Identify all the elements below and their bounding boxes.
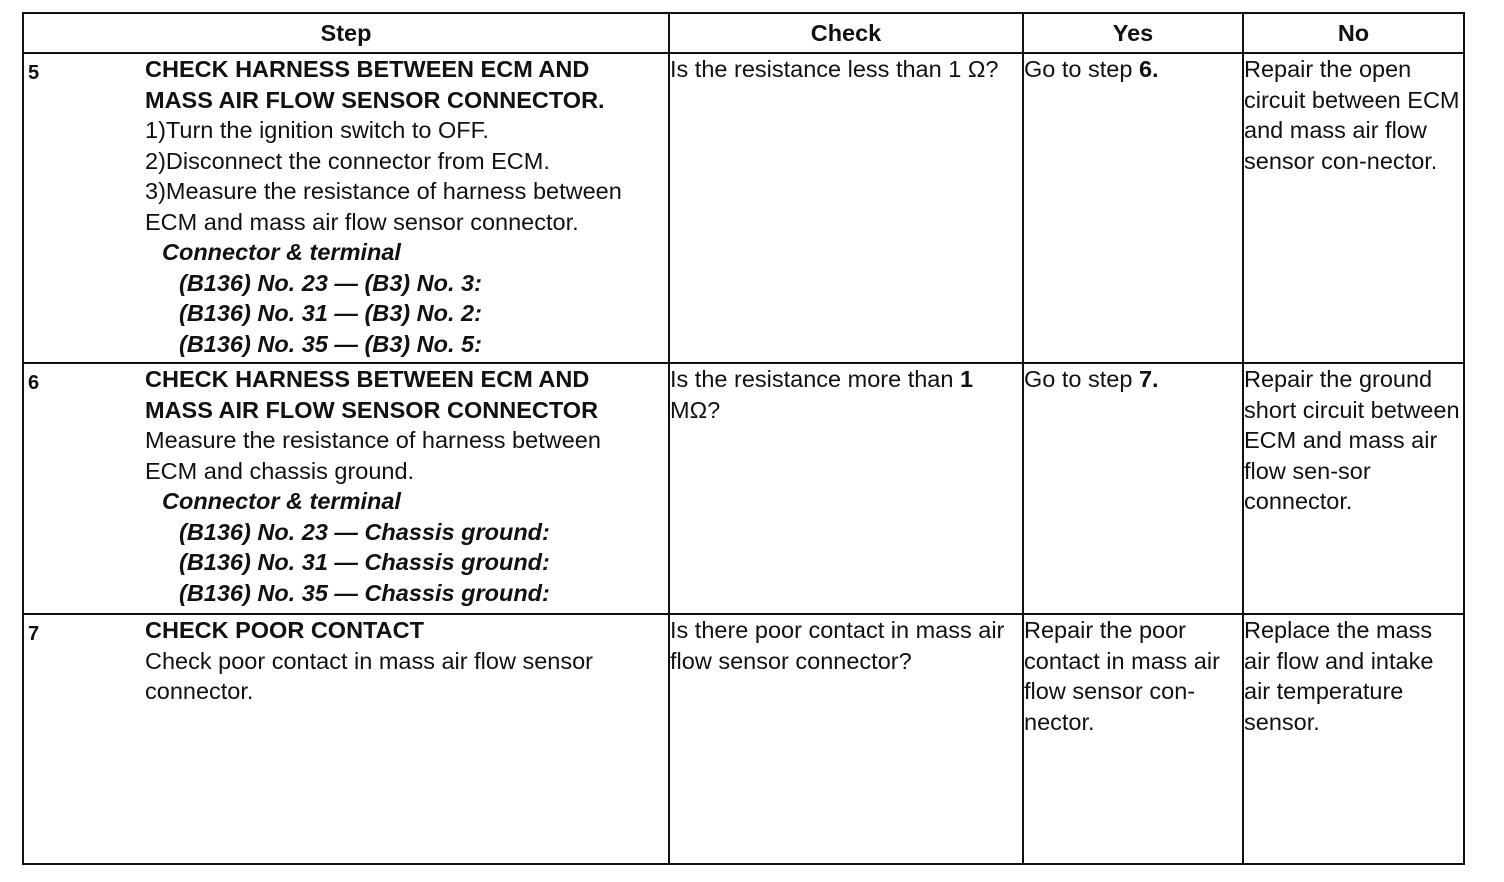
table-row [23,53,1464,363]
step-title-line: CHECK POOR CONTACT [145,617,424,643]
step-title-line: MASS AIR FLOW SENSOR CONNECTOR. [145,86,605,113]
connector-item: (B136) No. 23 — (B3) No. 3: [179,269,482,296]
step-cell [23,614,669,864]
table-row [23,614,1464,864]
connector-item: (B136) No. 23 — Chassis ground: [179,518,550,545]
step-instruction: Measure the resistance of harness between [145,427,601,453]
table-row [23,363,1464,614]
step-title-line: CHECK HARNESS BETWEEN ECM AND [145,366,590,392]
step-body [145,615,668,707]
connector-item: (B136) No. 31 — (B3) No. 2: [179,300,482,326]
step-instruction: 2)Disconnect the connector from ECM. [145,147,550,174]
step-number: 7 [28,623,40,645]
step-instruction: Check poor contact in mass air flow sensor [145,647,593,674]
connector-item: (B136) No. 35 — (B3) No. 5: [179,330,482,357]
step-title-line: MASS AIR FLOW SENSOR CONNECTOR [145,396,599,423]
yes-text: Go to step [1024,366,1139,392]
header-step: Step [23,13,669,53]
check-text: Is the resistance more than [670,366,960,392]
step-instruction: ECM and mass air flow sensor connector. [145,208,579,235]
yes-step-ref: 6 [1138,56,1153,82]
yes-step-ref: 7 [1138,366,1153,392]
no-cell: Repair the ground short circuit between ECM and mass air flow sen-sor connector. [1243,363,1464,614]
check-cell: Is there poor contact in mass air flow sensor connector? [669,614,1023,864]
step-cell [23,363,669,614]
yes-cell: Repair the poor contact in mass air flow sensor con-nector. [1023,614,1243,864]
header-no: No [1243,13,1464,53]
step-body [145,364,668,608]
step-instruction: 1)Turn the ignition switch to OFF. [145,117,489,143]
connector-heading: Connector & terminal [162,488,401,514]
no-cell: Replace the mass air flow and intake air temperature sensor. [1243,614,1464,864]
no-cell: Repair the open circuit between ECM and mass air flow sensor con-nector. [1243,53,1464,363]
step-cell [23,53,669,363]
header-yes: Yes [1023,13,1243,53]
header-check: Check [669,13,1023,53]
connector-item: (B136) No. 35 — Chassis ground: [179,579,550,606]
step-title-line: CHECK HARNESS BETWEEN ECM AND [145,56,590,82]
diagnostic-table [22,12,1465,865]
yes-cell [1023,53,1243,363]
check-cell: Is the resistance less than 1 Ω? [669,53,1023,363]
header-row [23,13,1464,53]
step-number: 6 [28,372,40,394]
step-instruction: connector. [145,678,254,704]
step-body [145,54,668,359]
yes-suffix: . [1152,56,1159,82]
check-unit: MΩ? [670,396,721,423]
connector-item: (B136) No. 31 — Chassis ground: [179,549,550,575]
check-value: 1 [959,366,974,392]
yes-cell [1023,363,1243,614]
yes-suffix: . [1152,366,1159,392]
step-instruction: 3)Measure the resistance of harness between [145,178,622,204]
connector-heading: Connector & terminal [162,239,401,265]
check-cell [669,363,1023,614]
step-number: 5 [28,62,40,84]
step-instruction: ECM and chassis ground. [145,457,415,484]
yes-text: Go to step [1024,56,1139,82]
